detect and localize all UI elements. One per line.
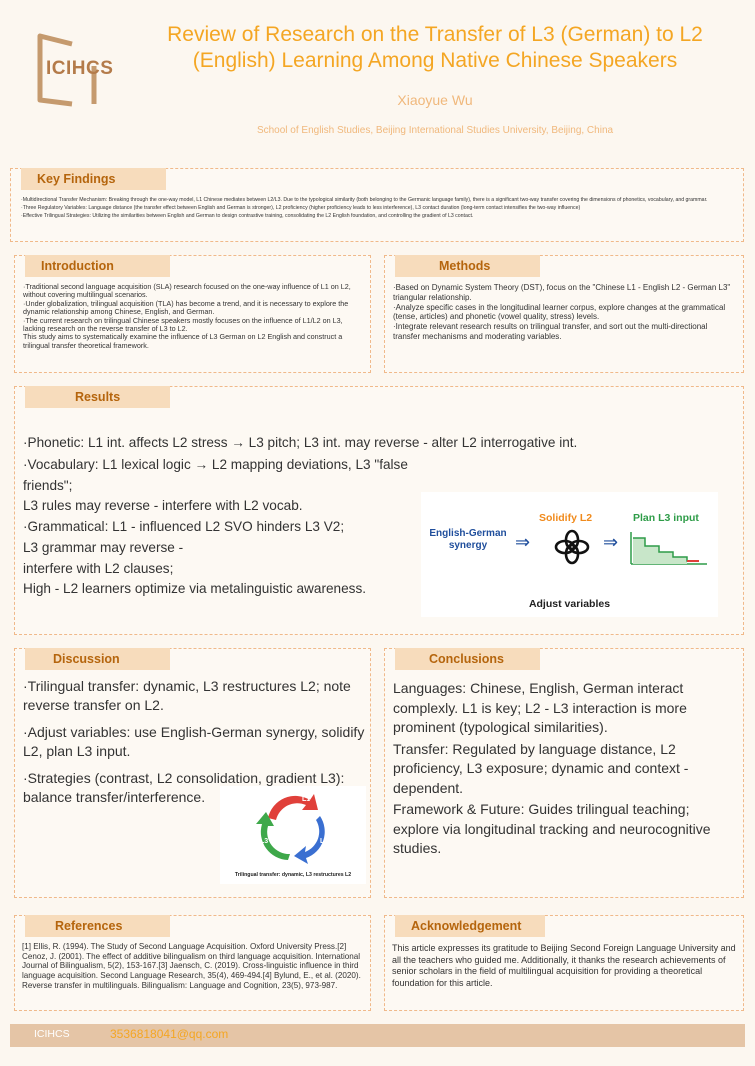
author-name: Xiaoyue Wu xyxy=(397,92,473,108)
introduction-item: ·Traditional second language acquisition (SLA) research focused on the one-way influence of L1 on L2, without covering multilingual scenarios. xyxy=(23,282,351,300)
key-finding-item: ·Effective Trilingual Strategies: Utilizing the similarities between English and German to design contrastive training, consolidating the L2 English foundation, and controlling the gradient of L3 contact. xyxy=(21,212,474,219)
discussion-figure xyxy=(220,786,366,884)
results-heading: Results xyxy=(25,386,170,408)
poster-title: Review of Research on the Transfer of L3 (German) to L2 (English) Learning Among Native Chinese Speakers xyxy=(167,23,703,72)
footer-email[interactable]: 3536818041@qq.com xyxy=(110,1027,229,1041)
results-item: ·Grammatical: L1 - influenced L2 SVO hinders L3 V2; xyxy=(23,519,345,535)
methods-heading: Methods xyxy=(395,255,540,277)
methods-text xyxy=(393,283,735,342)
conclusions-panel xyxy=(384,648,744,898)
discussion-heading: Discussion xyxy=(25,648,170,670)
gradient-steps-icon xyxy=(627,530,709,568)
methods-panel xyxy=(384,255,744,373)
arrow-icon: ⇒ xyxy=(603,532,619,552)
discussion-item: ·Adjust variables: use English-German synergy, solidify L2, plan L3 input. xyxy=(23,724,365,759)
figure-caption: Adjust variables xyxy=(528,598,611,610)
conclusions-item: Transfer: Regulated by language distance, L2 proficiency, L3 exposure; dynamic and context - dependent. xyxy=(393,740,689,796)
results-item: L3 grammar may reverse - xyxy=(23,539,184,555)
key-findings-text xyxy=(21,197,737,220)
results-item: ·Vocabulary: L1 lexical logic → L2 mapping deviations, L3 "false friends"; xyxy=(23,457,408,493)
results-figure xyxy=(421,492,718,617)
synergy-label: English-German synergy xyxy=(429,528,507,551)
plan-label: Plan L3 input xyxy=(633,512,699,524)
conclusions-item: Languages: Chinese, English, German interact complexly. L1 is key; L2 - L3 interaction is more prominent (typological similarities). xyxy=(393,680,687,735)
knot-icon xyxy=(554,529,590,565)
acknowledgement-text: This article expresses its gratitude to Beijing Second Foreign Language University and all the teachers who guided me. Additionally, it thanks the research achievements of senior scholars in the field of multilingual acquisition for providing a theoretical foundation for this article. xyxy=(392,943,736,988)
logo-text: ICIHCS xyxy=(46,58,114,79)
results-item: L3 rules may reverse - interfere with L2 vocab. xyxy=(23,498,303,514)
conclusions-heading: Conclusions xyxy=(395,648,540,670)
results-text xyxy=(23,455,423,600)
introduction-text xyxy=(23,283,365,350)
cycle-caption: Trilingual transfer: dynamic, L3 restructures L2 xyxy=(234,872,352,878)
references-panel xyxy=(14,915,371,1011)
key-finding-item: ·Multidirectional Transfer Mechanism: Breaking through the one-way model, L1 Chinese mediates between L2/L3. Due to the typological similarity (both belonging to the Germanic language family), there is a significant two-way transfer covering the dimensions of phonetics, vocabulary, and grammar. xyxy=(21,197,708,203)
acknowledgement-heading: Acknowledgement xyxy=(395,915,545,937)
acknowledgement-panel xyxy=(384,915,744,1011)
key-findings-heading: Key Findings xyxy=(21,168,166,190)
discussion-item: ·Trilingual transfer: dynamic, L3 restructures L2; note reverse transfer on L2. xyxy=(23,678,351,713)
cycle-arrows-icon xyxy=(248,788,338,868)
results-item: interfere with L2 clauses; xyxy=(23,560,174,576)
conclusions-text xyxy=(393,679,739,859)
solidify-label: Solidify L2 xyxy=(539,512,593,524)
discussion-panel xyxy=(14,648,371,898)
introduction-heading: Introduction xyxy=(25,255,170,277)
l3-label: L3 xyxy=(260,838,269,845)
conclusions-item: Framework & Future: Guides trilingual teaching; explore via longitudinal tracking and neurocognitive studies. xyxy=(393,801,711,856)
footer-label: ICIHCS xyxy=(34,1028,70,1040)
introduction-item: ·The current research on trilingual Chinese speakers mostly focuses on the influence of L1/L2 on L3, lacking research on the reverse transfer of L3 to L2. xyxy=(23,315,343,334)
key-finding-item: ·Three Regulatory Variables: Language distance (the transfer effect between English and German is stronger), L2 proficiency (higher proficiency leads to less interference), L3 contact duration (long-term contact intensifies the two-way influence) xyxy=(21,204,581,211)
footer-bar xyxy=(10,1024,745,1047)
introduction-panel xyxy=(14,255,371,373)
affiliation: School of English Studies, Beijing International Studies University, Beijing, China xyxy=(256,125,614,136)
references-text: [1] Ellis, R. (1994). The Study of Second Language Acquisition. Oxford University Press.[2] Cenoz, J. (2001). The effect of additive bilingualism on third language acquisition. International Journal of Bilingualism, 5(2), 153-167.[3] Jaensch, C. (2019). Cross-linguistic influence in third language acquisition. Second Language Research, 35(4), 469-494.[4] Bylund, E., et al. (2020). Reverse transfer in multilinguals. Bilingualism: Language and Cognition, 23(5), 973-987. xyxy=(22,942,361,990)
introduction-item: This study aims to systematically examine the influence of L3 German on L2 English and construct a trilingual transfer theoretical framework. xyxy=(23,332,343,350)
methods-item: ·Analyze specific cases in the longitudinal learner corpus, explore changes at the grammatical (tense, articles) and phonetic (vowel quality, stress) levels. xyxy=(393,302,726,322)
results-item: High - L2 learners optimize via metalinguistic awareness. xyxy=(23,581,367,597)
references-heading: References xyxy=(25,915,170,937)
arrow-icon: ⇒ xyxy=(515,532,531,552)
l2-label: L2 xyxy=(320,838,329,845)
methods-item: ·Integrate relevant research results on trilingual transfer, and sort out the multi-directional transfer mechanisms and moderating variables. xyxy=(393,322,708,341)
results-panel xyxy=(14,386,744,635)
results-line-phonetic: ·Phonetic: L1 int. affects L2 stress → L3 pitch; L3 int. may reverse - alter L2 interrogative int. xyxy=(23,435,578,450)
l1-label: L1 xyxy=(302,796,311,803)
introduction-item: ·Under globalization, trilingual acquisition (TLA) has become a trend, and it is necessary to explore the dynamic relationship among Chinese, English, and German. xyxy=(23,298,349,317)
key-findings-panel xyxy=(10,168,744,242)
methods-item: ·Based on Dynamic System Theory (DST), focus on the "Chinese L1 - English L2 - German L3" triangular relationship. xyxy=(393,283,731,302)
discussion-item: ·Strategies (contrast, L2 consolidation, gradient L3): balance transfer/interference. xyxy=(23,770,345,805)
